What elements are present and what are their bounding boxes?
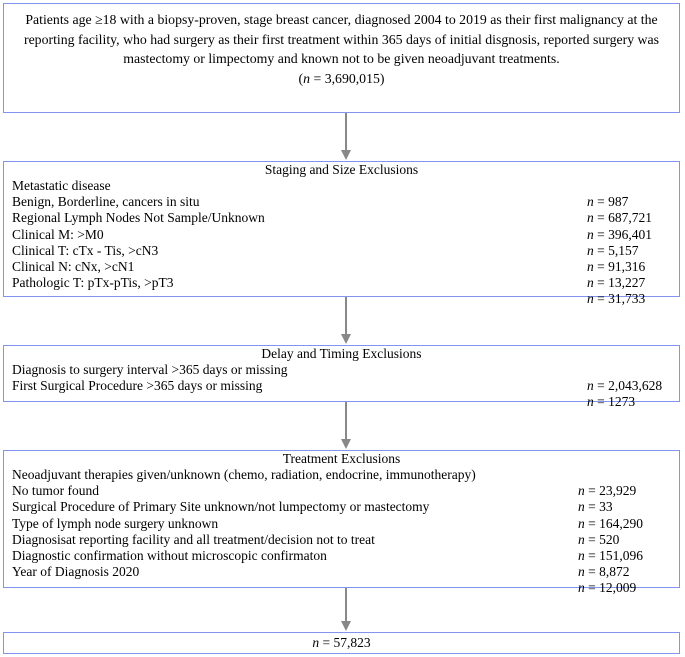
arrow-treatment-to-final: [340, 588, 352, 632]
row-label: Diagnosisat reporting facility and all treatment/decision not to treat: [12, 531, 375, 547]
arrow-cohort-to-staging: [340, 113, 352, 161]
italic-n-symbol: n: [578, 580, 585, 596]
row-label: Clinical T: cTx - Tis, >cN3: [12, 242, 159, 258]
row-count-value: = 164,290: [584, 515, 643, 531]
italic-n-symbol: n: [303, 70, 311, 86]
final-cohort-count: [312, 635, 370, 651]
row-count: [578, 580, 636, 596]
treatment-exclusions-title: Treatment Exclusions: [282, 451, 401, 466]
staging-exclusions-box: [3, 161, 680, 307]
row-label: Regional Lymph Nodes Not Sample/Unknown: [12, 210, 265, 226]
row-count-value: = 31,733: [593, 291, 646, 307]
delay-exclusions-rows: [4, 362, 679, 410]
row-count-value: = 8,872: [584, 564, 630, 580]
final-cohort-box: [3, 632, 680, 654]
italic-n-symbol: n: [587, 291, 594, 307]
italic-n-symbol: n: [587, 242, 594, 258]
row-label: Surgical Procedure of Primary Site unknown/not lumpectomy or mastectomy: [12, 499, 430, 515]
italic-n-symbol: n: [587, 226, 594, 242]
cohort-count-paren-open: (: [298, 70, 304, 86]
arrow-down-icon: [340, 588, 352, 632]
arrow-down-icon: [340, 113, 352, 161]
italic-n-symbol: n: [578, 483, 585, 499]
row-count-value: = 13,227: [593, 275, 646, 291]
italic-n-symbol: n: [312, 635, 320, 650]
arrow-delay-to-treatment: [340, 402, 352, 450]
italic-n-symbol: n: [578, 531, 585, 547]
treatment-exclusions-rows: [4, 467, 679, 596]
final-cohort-value: = 57,823: [319, 635, 371, 650]
row-label: Neoadjuvant therapies given/unknown (chemo, radiation, endocrine, immunotherapy): [12, 467, 476, 482]
row-label: First Surgical Procedure >365 days or missing: [12, 378, 263, 394]
row-label: Benign, Borderline, cancers in situ: [12, 194, 200, 210]
italic-n-symbol: n: [578, 564, 585, 580]
row-count-value: = 396,401: [593, 226, 652, 242]
arrow-staging-to-delay: [340, 297, 352, 345]
table-row: [12, 564, 675, 596]
italic-n-symbol: n: [587, 194, 594, 210]
row-label: Diagnostic confirmation without microscopic confirmaton: [12, 547, 327, 563]
row-count-value: = 91,316: [593, 258, 646, 274]
arrow-down-icon: [340, 402, 352, 450]
cohort-count: [4, 69, 679, 88]
italic-n-symbol: n: [578, 499, 585, 515]
italic-n-symbol: n: [587, 394, 594, 410]
table-row: [12, 378, 675, 410]
row-count: [587, 394, 635, 410]
arrow-down-icon: [340, 297, 352, 345]
row-count-value: = 23,929: [584, 483, 637, 499]
italic-n-symbol: n: [578, 547, 585, 563]
row-count-value: = 5,157: [593, 242, 639, 258]
delay-exclusions-title: Delay and Timing Exclusions: [261, 346, 422, 361]
table-row: [12, 275, 675, 307]
cohort-count-value: = 3,690,015): [310, 70, 385, 86]
italic-n-symbol: n: [587, 378, 594, 394]
row-count-value: = 12,009: [584, 580, 637, 596]
row-count-value: = 1273: [593, 394, 636, 410]
row-label: Type of lymph node surgery unknown: [12, 515, 219, 531]
row-count-value: = 151,096: [584, 547, 643, 563]
row-count-value: = 687,721: [593, 210, 652, 226]
row-label: Clinical N: cNx, >cN1: [12, 258, 135, 274]
row-label: Metastatic disease: [12, 178, 111, 193]
row-count-value: = 33: [584, 499, 613, 515]
row-count: [587, 291, 645, 307]
row-label: Diagnosis to surgery interval >365 days or missing: [12, 362, 288, 377]
staging-exclusions-rows: [4, 178, 679, 307]
delay-exclusions-box: [3, 345, 680, 410]
italic-n-symbol: n: [587, 210, 594, 226]
staging-exclusions-title: Staging and Size Exclusions: [264, 162, 419, 177]
row-label: Pathologic T: pTx-pTis, >pT3: [12, 275, 174, 291]
row-count-value: = 987: [593, 194, 629, 210]
row-label: Year of Diagnosis 2020: [12, 564, 140, 580]
italic-n-symbol: n: [578, 515, 585, 531]
row-count-value: = 520: [584, 531, 620, 547]
italic-n-symbol: n: [587, 275, 594, 291]
italic-n-symbol: n: [587, 258, 594, 274]
row-count-value: = 2,043,628: [593, 378, 663, 394]
row-label: No tumor found: [12, 483, 99, 499]
row-label: Clinical M: >M0: [12, 226, 104, 242]
treatment-exclusions-box: [3, 450, 680, 596]
cohort-definition-text: Patients age ≥18 with a biopsy-proven, stage breast cancer, diagnosed 2004 to 2019 as their first malignancy at the reporting facility, who had surgery as their first treatment within 365 days of initial disgnosis, reported surgery was mastectomy or limpectomy and known not to be given neoadjuvant treatments.: [23, 12, 660, 66]
cohort-definition-box: [3, 3, 680, 113]
